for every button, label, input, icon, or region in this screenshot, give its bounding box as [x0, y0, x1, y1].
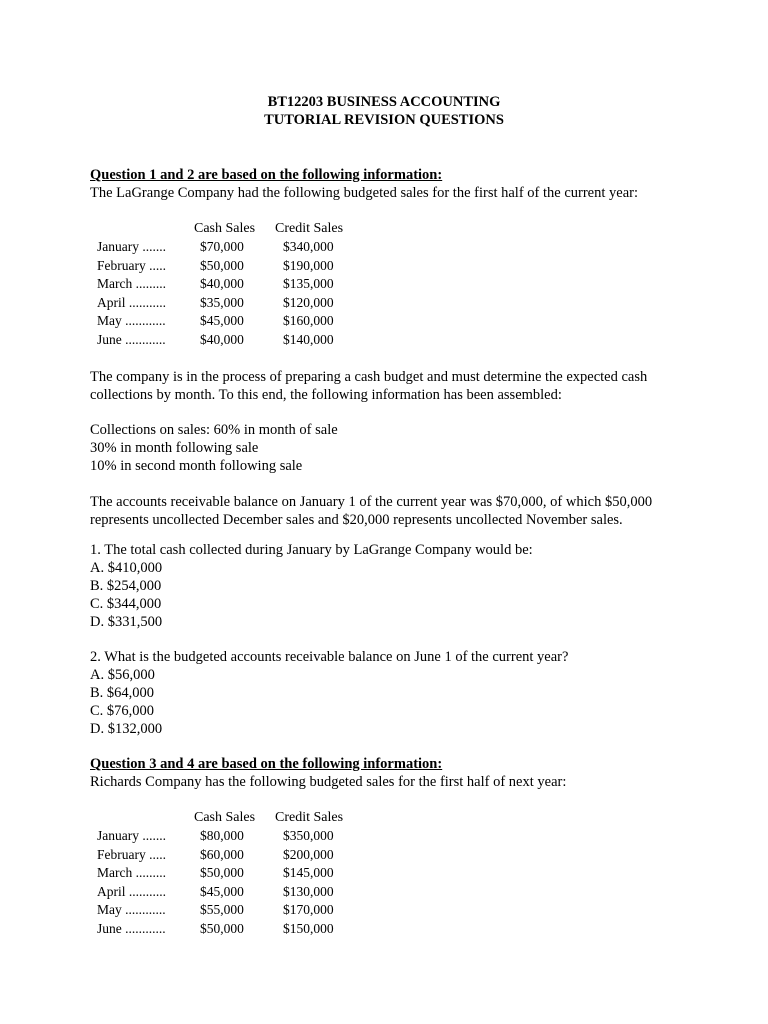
collections-line: 10% in second month following sale — [90, 458, 303, 474]
course-title: BT12203 BUSINESS ACCOUNTING — [267, 94, 501, 110]
collections-line: Collections on sales: 60% in month of sale — [90, 422, 338, 438]
column-header-credit: Credit Sales — [275, 810, 344, 825]
answer-option: B. $254,000 — [90, 578, 162, 594]
section1-heading: Question 1 and 2 are based on the following information: — [90, 167, 443, 183]
month-cell: May ............ — [97, 902, 166, 917]
question-2 — [90, 648, 710, 738]
receivable-balance-paragraph — [90, 493, 710, 529]
section2-intro — [90, 755, 710, 791]
month-cell: February ..... — [97, 257, 166, 273]
section1-intro — [90, 166, 710, 202]
credit-sales-cell: $120,000 — [283, 294, 334, 310]
credit-sales-cell: $130,000 — [283, 883, 334, 899]
month-cell: June ............ — [97, 331, 166, 347]
collections-line: 30% in month following sale — [90, 440, 259, 456]
cash-sales-cell: $35,000 — [200, 294, 244, 310]
credit-sales-cell: $200,000 — [283, 846, 334, 862]
month-cell: March ......... — [97, 865, 166, 880]
answer-option: C. $76,000 — [90, 703, 155, 719]
answer-option: D. $331,500 — [90, 614, 163, 630]
answer-option: A. $410,000 — [90, 560, 163, 576]
cash-sales-cell: $80,000 — [200, 828, 244, 843]
cash-budget-paragraph — [90, 368, 710, 404]
column-header-cash: Cash Sales — [194, 810, 256, 825]
section2-heading: Question 3 and 4 are based on the following information: — [90, 756, 443, 772]
credit-sales-cell: $140,000 — [283, 331, 334, 347]
answer-option: A. $56,000 — [90, 667, 155, 683]
credit-sales-cell: $160,000 — [283, 313, 334, 328]
month-cell: April ........... — [97, 294, 166, 310]
collections-terms — [90, 421, 710, 475]
answer-option: C. $344,000 — [90, 596, 162, 612]
section2-intro-text: Richards Company has the following budgeted sales for the first half of next year: — [90, 774, 567, 790]
paragraph-line: The company is in the process of preparing a cash budget and must determine the expected cash — [90, 369, 648, 385]
column-header-cash: Cash Sales — [194, 221, 256, 236]
cash-sales-cell: $70,000 — [200, 239, 244, 254]
column-header-credit: Credit Sales — [275, 221, 344, 236]
cash-sales-cell: $45,000 — [200, 313, 244, 328]
month-cell: June ............ — [97, 920, 166, 936]
document-subtitle: TUTORIAL REVISION QUESTIONS — [264, 112, 504, 128]
section1-intro-text: The LaGrange Company had the following budgeted sales for the first half of the current year: — [90, 185, 638, 201]
month-cell: January ....... — [97, 239, 166, 254]
month-cell: May ............ — [97, 313, 166, 328]
question-text: 2. What is the budgeted accounts receivable balance on June 1 of the current year? — [90, 649, 569, 665]
paragraph-line: represents uncollected December sales and $20,000 represents uncollected November sales. — [90, 512, 623, 528]
paragraph-line: The accounts receivable balance on January 1 of the current year was $70,000, of which $50,000 — [90, 494, 653, 510]
cash-sales-cell: $55,000 — [200, 902, 244, 917]
cash-sales-cell: $50,000 — [200, 257, 244, 273]
paragraph-line: collections by month. To this end, the following information has been assembled: — [90, 387, 562, 403]
month-cell: January ....... — [97, 828, 166, 843]
month-cell: February ..... — [97, 846, 166, 862]
cash-sales-cell: $50,000 — [200, 920, 244, 936]
question-1 — [90, 541, 710, 631]
credit-sales-cell: $145,000 — [283, 865, 334, 880]
credit-sales-cell: $170,000 — [283, 902, 334, 917]
month-cell: March ......... — [97, 276, 166, 291]
question-text: 1. The total cash collected during January by LaGrange Company would be: — [90, 542, 533, 558]
month-cell: April ........... — [97, 883, 166, 899]
answer-option: D. $132,000 — [90, 721, 163, 737]
cash-sales-cell: $50,000 — [200, 865, 244, 880]
answer-option: B. $64,000 — [90, 685, 155, 701]
credit-sales-cell: $340,000 — [283, 239, 334, 254]
cash-sales-cell: $40,000 — [200, 331, 244, 347]
cash-sales-cell: $40,000 — [200, 276, 244, 291]
credit-sales-cell: $150,000 — [283, 920, 334, 936]
cash-sales-cell: $45,000 — [200, 883, 244, 899]
credit-sales-cell: $190,000 — [283, 257, 334, 273]
credit-sales-cell: $350,000 — [283, 828, 334, 843]
credit-sales-cell: $135,000 — [283, 276, 334, 291]
cash-sales-cell: $60,000 — [200, 846, 244, 862]
